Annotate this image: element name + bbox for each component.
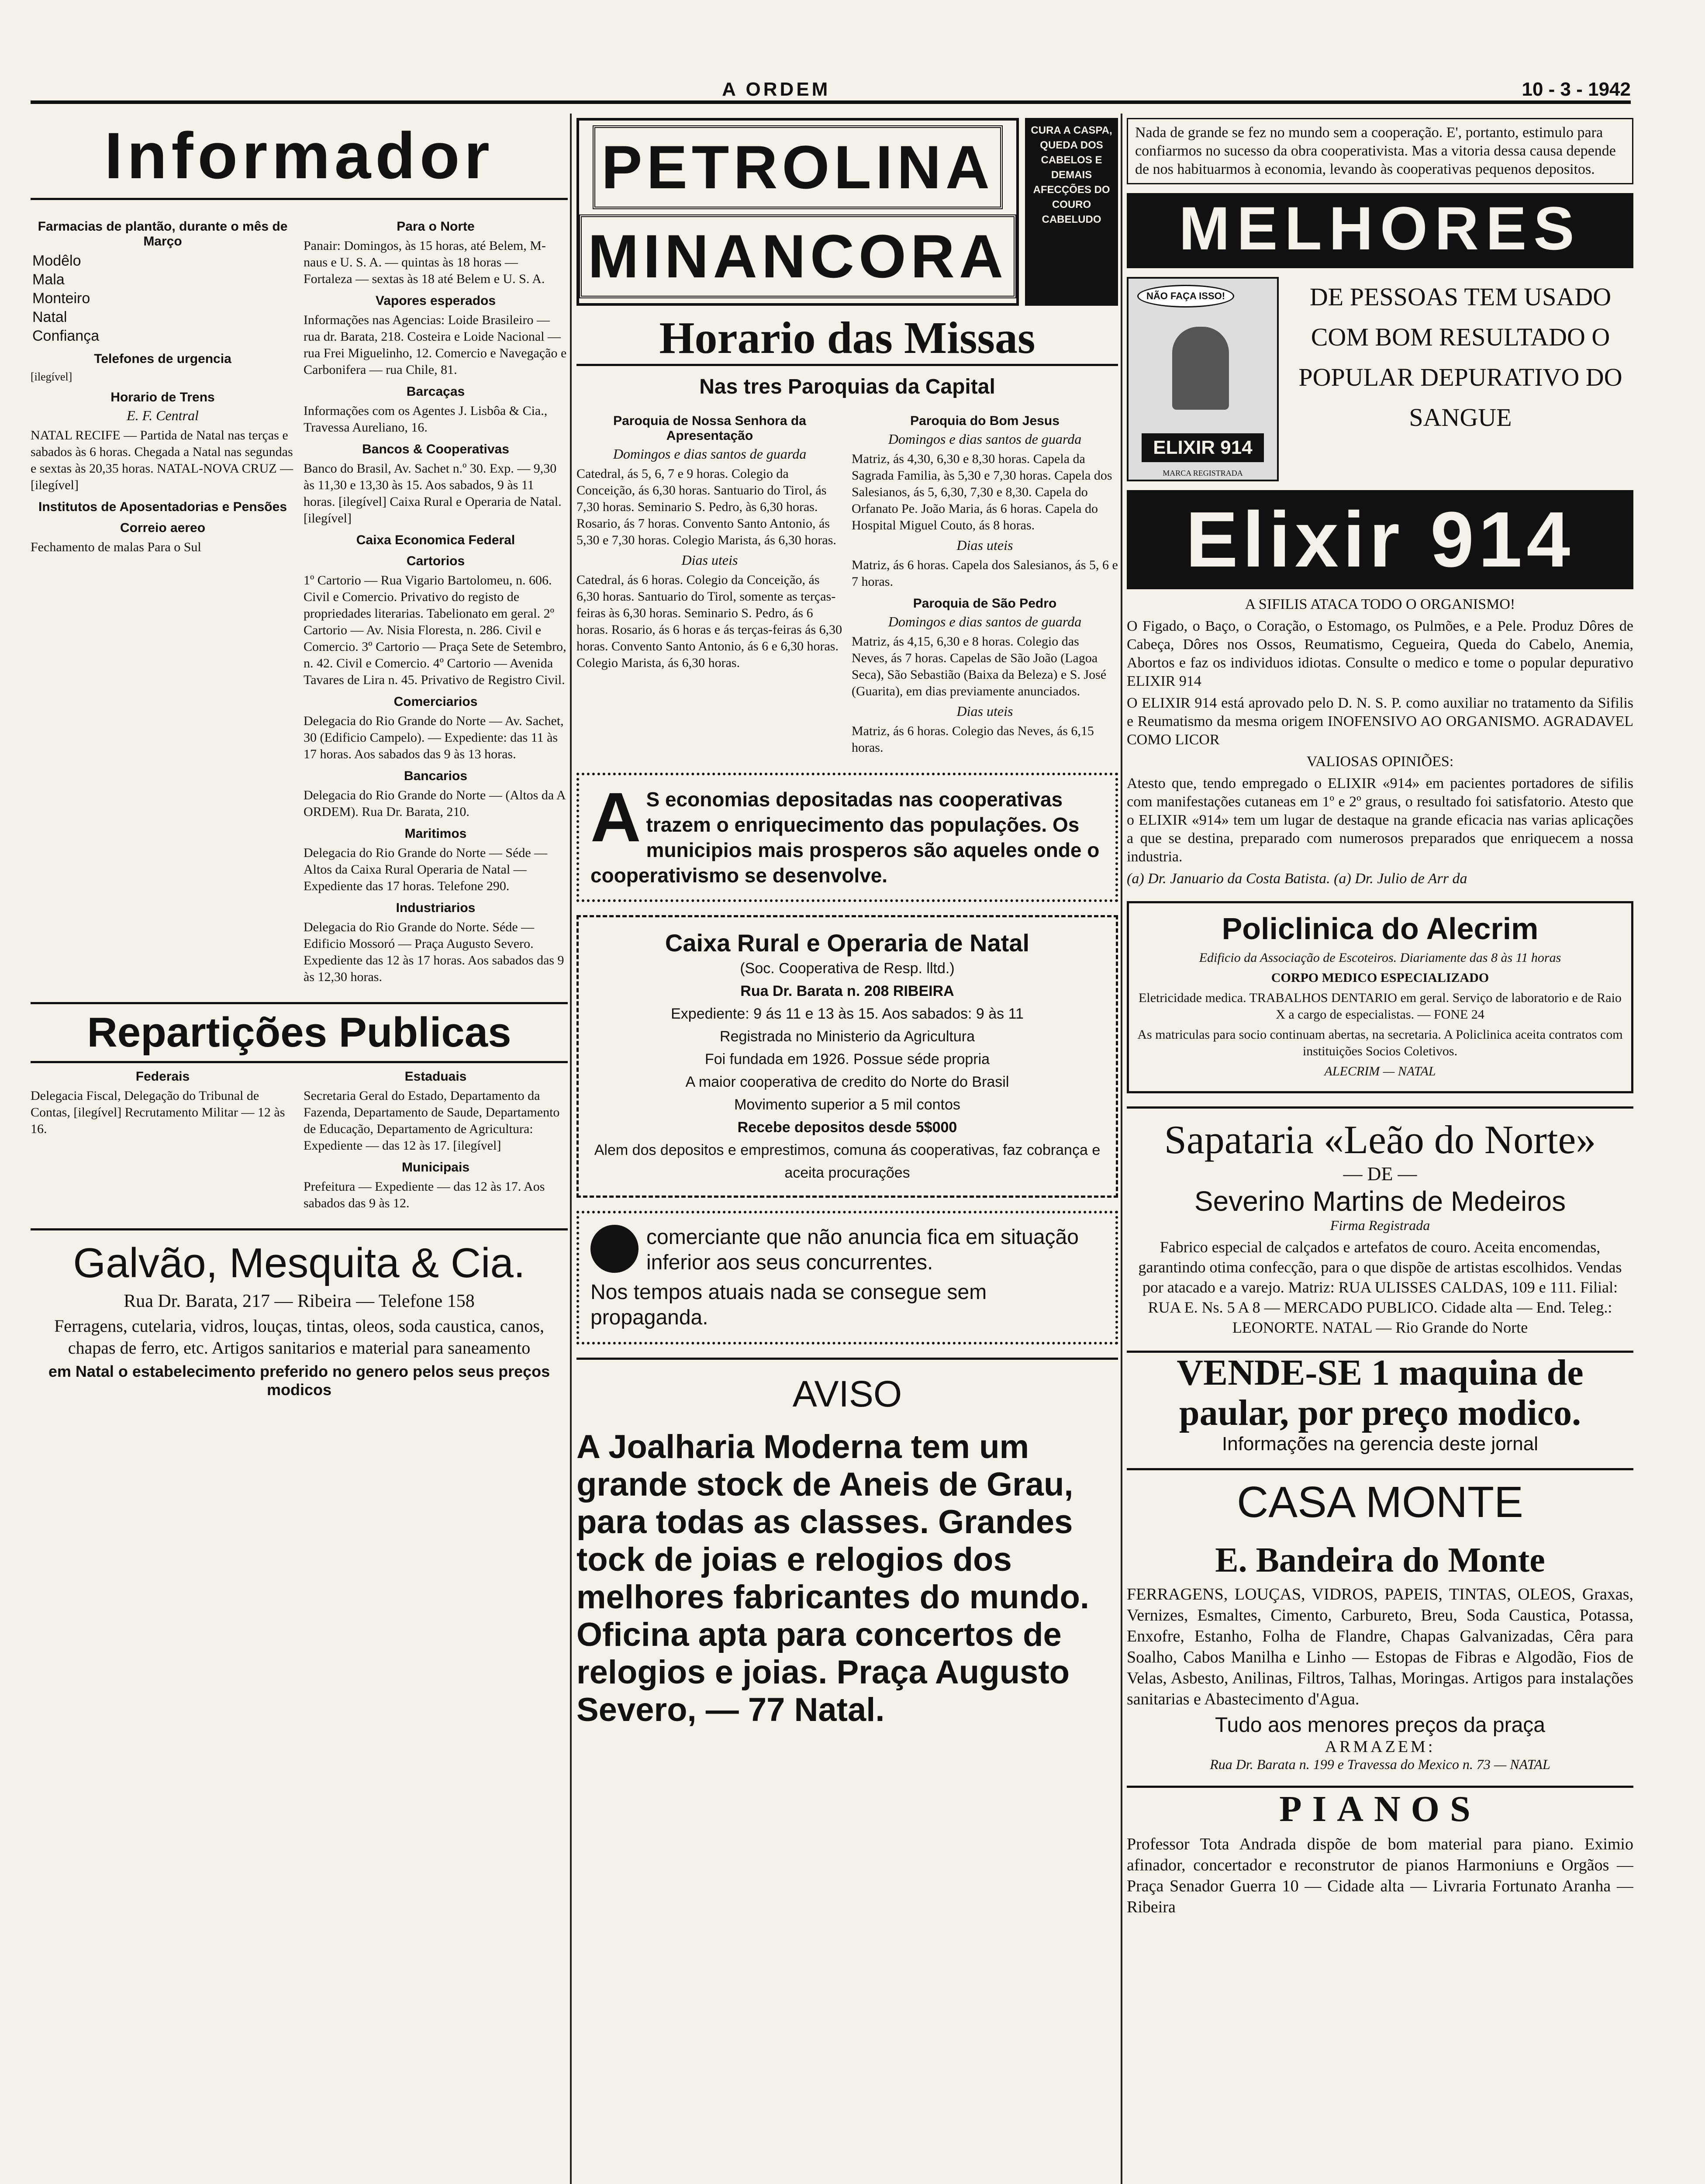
caixa-fundada: Foi fundada em 1926. Possue séde propria — [704, 1051, 990, 1068]
telefones-text: [ilegível] — [31, 370, 72, 383]
sapataria-name: Severino Martins de Medeiros — [1194, 1185, 1566, 1217]
table-row — [31, 327, 295, 346]
petrolina-line2: MINANCORA — [579, 214, 1016, 298]
paroquia3-uteis: Matriz, ás 6 horas. Colegio das Neves, ás 6,15 horas. — [852, 724, 1094, 755]
federais-text: Delegacia Fiscal, Delegação do Tribunal de Contas, [ilegível] Recrutamento Militar — 12 às 16. — [31, 1089, 285, 1136]
farmacias-table — [31, 252, 295, 346]
opinioes-title: VALIOSAS OPINIÕES: — [1306, 753, 1454, 770]
maritimos-text: Delegacia do Rio Grande do Norte — Séde — Altos da Caixa Rural Operaria de Natal — Expediente das 17 horas. Telefone 290. — [304, 846, 548, 893]
policlinica-ad — [1127, 901, 1633, 1093]
casa-monte-ad — [1127, 1468, 1633, 1773]
caixa-movimento: Movimento superior a 5 mil contos — [734, 1096, 960, 1113]
horario-trens-title: Horario de Trens — [110, 390, 215, 404]
policlinica-text: Eletricidade medica. TRABALHOS DENTARIO em geral. Serviço de laboratorio e de Raio X a cargo de especialistas. — FONE 24 — [1139, 991, 1622, 1022]
casa-monte-address: Rua Dr. Barata n. 199 e Travessa do Mexico n. 73 — NATAL — [1210, 1756, 1550, 1772]
galvao-title: Galvão, Mesquita & Cia. — [31, 1228, 568, 1287]
informador-subcolumns — [31, 213, 568, 989]
cooperacao-text: Nada de grande se fez no mundo sem a cooperação. E', portanto, estimulo para confiarmos no sucesso da obra cooperativista. Mas a vitoria dessa causa depende de nos habituarmos à economia, levando às cooperativas pequenos depositos. — [1127, 118, 1633, 184]
petrolina-logo — [576, 118, 1019, 306]
masthead-date: 10 - 3 - 1942 — [1522, 79, 1631, 100]
bancarios-text: Delegacia do Rio Grande do Norte — (Altos da A ORDEM). Rua Dr. Barata, 210. — [304, 788, 566, 819]
comerciarios-title: Institutos de Aposentadorias e Pensões — [38, 500, 287, 514]
aviso-title: AVISO — [576, 1358, 1118, 1415]
barcacas-text: Informações com os Agentes J. Lisbôa & Cia., Travessa Aureliano, 16. — [304, 404, 548, 435]
bancos-text: Banco do Brasil, Av. Sachet n.º 30. Exp. — 9,30 às 11,30 e 13,30 às 15. Aos sabados, 9 às 11 horas. [ilegível] Caixa Rural e Operaria de Natal. [ilegível] — [304, 461, 562, 525]
sapataria-de: — DE — — [1343, 1163, 1417, 1185]
policlinica-sign: ALECRIM — NATAL — [1324, 1064, 1436, 1078]
caixa-maior: A maior cooperativa de credito do Norte do Brasil — [685, 1074, 1009, 1090]
galvao-text: Ferragens, cutelaria, vidros, louças, tintas, oleos, soda caustica, canos, chapas de ferro, etc. Artigos sanitarios e material para saneamento — [54, 1316, 544, 1358]
para-norte-text: Panair: Domingos, às 15 horas, até Belem, M-naus e U. S. A. — quintas às 18 horas — Fortaleza — sextas às 18 até Belem e U. S. A. — [304, 238, 546, 286]
industriarios-text: Delegacia do Rio Grande do Norte. Séde — Edificio Mossoró — Praça Augusto Severo. Expediente das 12 às 17 horas. Aos sabados das 9 às 12,30 horas. — [304, 920, 564, 984]
correio-title: Correio aereo — [120, 521, 206, 535]
elixir-banner: Elixir 914 — [1127, 490, 1633, 589]
paroquia-apresentacao — [576, 408, 843, 760]
pharmacy-name: Mala — [32, 271, 65, 288]
comerciarios-text: Delegacia do Rio Grande do Norte — Av. Sachet, 30 (Edificio Campelo). — Expediente: das 11 às 17 horas. Aos sabados das 9 às 13 horas. — [304, 714, 564, 761]
elixir-figure — [1172, 327, 1229, 410]
informador-right — [304, 213, 568, 989]
casa-monte-title: CASA MONTE — [1237, 1478, 1523, 1527]
melhores-banner: MELHORES — [1127, 193, 1633, 268]
vende-title: VENDE-SE 1 maquina de paular, por preço modico. — [1177, 1352, 1584, 1433]
column-rule — [570, 114, 572, 2184]
table-row — [31, 252, 295, 270]
paroquia2-uteis: Matriz, ás 6 horas. Capela dos Salesianos, ás 5, 6 e 7 horas. — [852, 558, 1118, 589]
estaduais-text: Secretaria Geral do Estado, Departamento da Fazenda, Departamento de Saude, Departamento de Educação, Departamento de Agricultura: Expediente — das 12 às 17. [ilegível] — [304, 1089, 560, 1153]
galvao-address: Rua Dr. Barata, 217 — Ribeira — Telefone 158 — [124, 1291, 475, 1311]
pharmacy-days — [282, 327, 295, 346]
table-row — [31, 270, 295, 289]
economias-text: S economias depositadas nas cooperativas trazem o enriquecimento das populações. Os municipios mais prosperos são aqueles onde o cooperativismo se desenvolve. — [590, 788, 1100, 887]
horario-missas-title: Horario das Missas — [576, 312, 1118, 366]
elixir-tag: ELIXIR 914 — [1142, 433, 1264, 462]
estaduais-title: Estaduais — [404, 1069, 467, 1084]
sifilis-block — [1127, 595, 1633, 888]
horario-trens-text: NATAL RECIFE — Partida de Natal nas terças e sabados às 6 horas. Chegada a Natal nas segundas e sextas às 20,35 horas. NATAL-NOVA CRUZ — [ilegível] — [31, 428, 293, 492]
sifilis-head: A SIFILIS ATACA TODO O ORGANISMO! — [1245, 596, 1515, 612]
policlinica-title: Policlinica do Alecrim — [1222, 912, 1539, 946]
casa-monte-text: FERRAGENS, LOUÇAS, VIDROS, PAPEIS, TINTAS, OLEOS, Graxas, Vernizes, Esmaltes, Cimento, Carbureto, Breu, Soda Caustica, Potassa, Enxofre, Estanho, Folha de Flandre, Chapas Galvanizadas, Cêra para Soalho, Cabos Manilha e Linho — Estopas de Fibras e Algodão, Fios de Velas, Asbesto, Anilinas, Filtros, Talhas, Moringas. Artigos para instalações sanitarias e Abastecimento d'Agua. — [1127, 1585, 1633, 1708]
sapataria-ad — [1127, 1106, 1633, 1337]
caixa-sub: (Soc. Cooperativa de Resp. lltd.) — [740, 960, 955, 977]
paroquia3-title: Paroquia de São Pedro — [913, 596, 1057, 611]
farmacias-title: Farmacias de plantão, durante o mês de Março — [38, 219, 288, 249]
paroquia2-uteis-title: Dias uteis — [956, 537, 1013, 553]
pianos-text: Professor Tota Andrada dispõe de bom material para piano. Eximio afinador, concertador e reconstrutor de pianos Harmoniuns e Orgãos — Praça Senador Guerra 10 — Cidade alta — Livraria Fortunato Aranha — Ribeira — [1127, 1835, 1633, 1916]
paroquia1-title: Paroquia de Nossa Senhora da Apresentação — [613, 414, 806, 443]
pharmacy-days — [282, 289, 295, 308]
column-rule — [1121, 114, 1122, 2184]
caixa-depositos: Recebe depositos desde 5$000 — [737, 1119, 957, 1136]
paroquia3-text: Matriz, ás 4,15, 6,30 e 8 horas. Colegio das Neves, ás 7 horas. Capelas de São João (Lagoa Seca), São Sebastião (Baixa da Beleza) e S. José (Guarita), em dias previamente anunciados. — [852, 634, 1107, 698]
industriarios-title: Industriarios — [396, 901, 476, 915]
federais-title: Federais — [135, 1069, 190, 1084]
pharmacy-days — [282, 308, 295, 327]
policlinica-sub: Edificio da Associação de Escoteiros. Diariamente das 8 às 11 horas — [1199, 950, 1561, 965]
paroquia3-uteis-title: Dias uteis — [956, 703, 1013, 719]
reparticoes-subcolumns — [31, 1063, 568, 1215]
paroquias — [576, 408, 1118, 760]
elixir-illustration — [1127, 277, 1279, 481]
economias-initial: A — [590, 778, 641, 856]
sapataria-text: Fabrico especial de calçados e artefatos de couro. Aceita encomendas, garantindo otima confecção, para o que dispõe de artistas escolhidos. Vendas por atacado e a varejo. Matriz: RUA ULISSES CALDAS, 109 e 111. Filial: RUA E. Ns. 5 A 8 — MERCADO PUBLICO. Cidade alta — End. Teleg.: LEONORTE. NATAL — Rio Grande do Norte — [1138, 1238, 1622, 1336]
horario-trens-subtitle: E. F. Central — [127, 408, 199, 423]
horario-missas-subtitle: Nas tres Paroquias da Capital — [699, 375, 995, 398]
paroquia-bom-jesus — [852, 408, 1118, 760]
policlinica-text2: As matriculas para socio continuam abertas, na secretaria. A Policlinica aceita contratos com instituições Socios Coletivos. — [1137, 1027, 1623, 1058]
sapataria-title: Sapataria «Leão do Norte» — [1164, 1117, 1596, 1162]
reparticoes-left — [31, 1063, 295, 1215]
opinioes-text: Atesto que, tendo empregado o ELIXIR «914» em pacientes portadores de sifilis com manifestações cutaneas em 1º e 2º graus, o resultado foi satisfatorio. Atesto que o ELIXIR «914» tem um lugar de destaque na grande eficacia nas varias aplicações a que se destina, preparado com numerosos preparados que enriquecem a nossa industria. — [1127, 775, 1633, 865]
joalharia-text: A Joalharia Moderna tem um grande stock de Aneis de Grau, para todas as classes. Grandes tock de joias e relogios dos melhores fabricantes do mundo. Oficina apta para concertos de relogios e joias. Praça Augusto Severo, — 77 Natal. — [576, 1428, 1089, 1728]
vende-ad — [1127, 1351, 1633, 1455]
caixa-expediente: Expediente: 9 ás 11 e 13 às 15. Aos sabados: 9 às 11 — [671, 1006, 1024, 1022]
table-row — [31, 308, 295, 327]
bancos-title: Bancos & Cooperativas — [362, 442, 509, 456]
municipais-text: Prefeitura — Expediente — das 12 às 17. Aos sabados das 9 às 12. — [304, 1179, 545, 1210]
comerciarios-subtitle: Comerciarios — [393, 695, 478, 709]
column-center — [576, 118, 1118, 2184]
pharmacy-name: Monteiro — [32, 290, 90, 307]
casa-monte-armazem: ARMAZEM: — [1325, 1738, 1436, 1756]
informador-left — [31, 213, 295, 989]
caixa-economica-title: Caixa Economica Federal — [356, 533, 515, 547]
petrolina-ad — [576, 118, 1118, 306]
cartorios-title: Cartorios — [406, 554, 465, 568]
caixa-title: Caixa Rural e Operaria de Natal — [665, 929, 1030, 957]
paroquia1-uteis-title: Dias uteis — [681, 552, 738, 568]
pharmacy-name: Natal — [32, 309, 67, 325]
vapores-title: Vapores esperados — [375, 294, 496, 308]
paroquia2-sub: Domingos e dias santos de guarda — [888, 431, 1082, 447]
casa-monte-name: E. Bandeira do Monte — [1215, 1541, 1545, 1579]
opinioes-sign: (a) Dr. Januario da Costa Batista. (a) Dr. Julio de Arr da — [1127, 871, 1467, 887]
maritimos-title: Maritimos — [404, 826, 467, 841]
pianos-title: PIANOS — [1279, 1789, 1481, 1829]
paroquia3-sub: Domingos e dias santos de guarda — [888, 614, 1082, 629]
galvao-slogan: em Natal o estabelecimento preferido no genero pelos seus preços modicos — [48, 1362, 550, 1399]
sifilis-text2: O ELIXIR 914 está aprovado pelo D. N. S. P. como auxiliar no tratamento da Sifilis e Reumatismo da mesma origem INOFENSIVO AO ORGANISMO. AGRADAVEL COMO LICOR — [1127, 695, 1633, 748]
comerciante-initial-o — [590, 1225, 639, 1273]
paroquia2-title: Paroquia do Bom Jesus — [910, 414, 1060, 428]
table-row — [31, 289, 295, 308]
correio-sub: Fechamento de malas Para o Sul — [31, 540, 201, 554]
paroquia1-text: Catedral, ás 5, 6, 7 e 9 horas. Colegio da Conceição, ás 6,30 horas. Santuario do Tirol, ás 7,30 horas. Seminario S. Pedro, às 6,30 horas. Rosario, ás 7 horas. Convento Santo Antonio, ás 5,30 e 7,30 horas. Colegio Marista, ás 6,30 horas. — [576, 467, 836, 547]
pharmacy-days — [282, 270, 295, 289]
informador-title: Informador — [31, 118, 568, 200]
casa-monte-slogan: Tudo aos menores preços da praça — [1215, 1714, 1545, 1737]
masthead — [31, 74, 1631, 104]
caixa-registrada: Registrada no Ministerio da Agricultura — [720, 1028, 975, 1045]
vapores-text: Informações nas Agencias: Loide Brasileiro — rua dr. Barata, 218. Costeira e Loide Nacional — rua Frei Miguelinho, 12. Comercio e Navegação e Carbonifera — rua Chile, 81. — [304, 313, 567, 377]
petrolina-side-text: CURA A CASPA, QUEDA DOS CABELOS E DEMAIS AFECÇÕES DO COURO CABELUDO — [1025, 118, 1118, 306]
economias-ad — [576, 773, 1118, 902]
reparticoes-right — [304, 1063, 568, 1215]
paroquia2-text: Matriz, ás 4,30, 6,30 e 8,30 horas. Capela da Sagrada Familia, às 5,30 e 7,30 horas. Capela dos Salesianos, ás 5, 6,30, 7,30 e 8,30. Capela do Orfanato Pe. João Maria, ás 6 horas. Capela do Hospital Miguel Couto, ás 8 horas. — [852, 452, 1112, 532]
cartorios-text: 1º Cartorio — Rua Vigario Bartolomeu, n. 606. Civil e Comercio. Privativo do registo de propriedades literarias. Tabelionato em geral. 2º Cartorio — Av. Nisia Floresta, n. 286. Civil e Comercio. 3º Cartorio — Praça Sete de Setembro, n. 42. Civil e Comercio. 4º Cartorio — Avenida Tavares de Lira n. 45. Privativo de Registro Civil. — [304, 573, 566, 687]
sapataria-firma: Firma Registrada — [1330, 1217, 1430, 1233]
caixa-alem: Alem dos depositos e emprestimos, comuna ás cooperativas, faz cobrança e aceita procurações — [594, 1142, 1101, 1181]
pharmacy-name: Confiança — [32, 328, 100, 344]
comerciante-text: comerciante que não anuncia fica em situação inferior aos seus concurrentes. — [646, 1226, 1079, 1274]
paroquia1-uteis: Catedral, ás 6 horas. Colegio da Conceição, ás 6,30 horas. Santuario do Tirol, somente as terças-feiras às 6,30 horas. Seminario S. Pedro, ás 6 horas. Rosario, ás 6 horas e ás terças-feiras ás 6,30 horas. Convento Santo Antonio, ás 6 e 6,30 horas. Colegio Marista, ás 6,30 horas. — [576, 573, 842, 670]
caixa-address: Rua Dr. Barata n. 208 RIBEIRA — [740, 983, 954, 999]
caixa-rural-ad — [576, 915, 1118, 1198]
elixir-ad-top — [1127, 277, 1633, 481]
elixir-bubble: NÃO FAÇA ISSO! — [1137, 285, 1234, 308]
reparticoes-title: Repartições Publicas — [31, 1002, 568, 1063]
masthead-title: A ORDEM — [722, 79, 831, 100]
vende-sub: Informações na gerencia deste jornal — [1222, 1433, 1538, 1455]
elixir-marca: MARCA REGISTRADA — [1163, 469, 1243, 477]
para-norte-title: Para o Norte — [397, 219, 475, 234]
column-informador — [31, 118, 568, 2184]
pharmacy-days — [282, 252, 295, 270]
column-right — [1127, 118, 1633, 2184]
pianos-ad — [1127, 1786, 1633, 1918]
paroquia1-sub: Domingos e dias santos de guarda — [613, 446, 807, 462]
comerciante-text2: Nos tempos atuais nada se consegue sem propaganda. — [590, 1281, 987, 1329]
petrolina-line1: PETROLINA — [593, 125, 1003, 209]
sifilis-text: O Figado, o Baço, o Coração, o Estomago, os Pulmões, e a Pele. Produz Dôres de Cabeça, Dôres nos Ossos, Reumatismo, Cegueira, Queda do Cabelo, Anemia, Abortos e faz os individuos idiotas. Consulte o medico e tome o popular depurativo ELIXIR 914 — [1127, 618, 1633, 689]
pharmacy-name: Modêlo — [32, 252, 81, 269]
barcacas-title: Barcaças — [406, 384, 465, 399]
municipais-title: Municipais — [401, 1160, 470, 1175]
depurativo-text: DE PESSOAS TEM USADO COM BOM RESULTADO O POPULAR DEPURATIVO DO SANGUE — [1298, 283, 1622, 432]
bancarios-title: Bancarios — [404, 769, 468, 783]
telefones-title: Telefones de urgencia — [94, 352, 231, 366]
comerciante-ad — [576, 1211, 1118, 1344]
policlinica-corpo: CORPO MEDICO ESPECIALIZADO — [1271, 971, 1489, 985]
